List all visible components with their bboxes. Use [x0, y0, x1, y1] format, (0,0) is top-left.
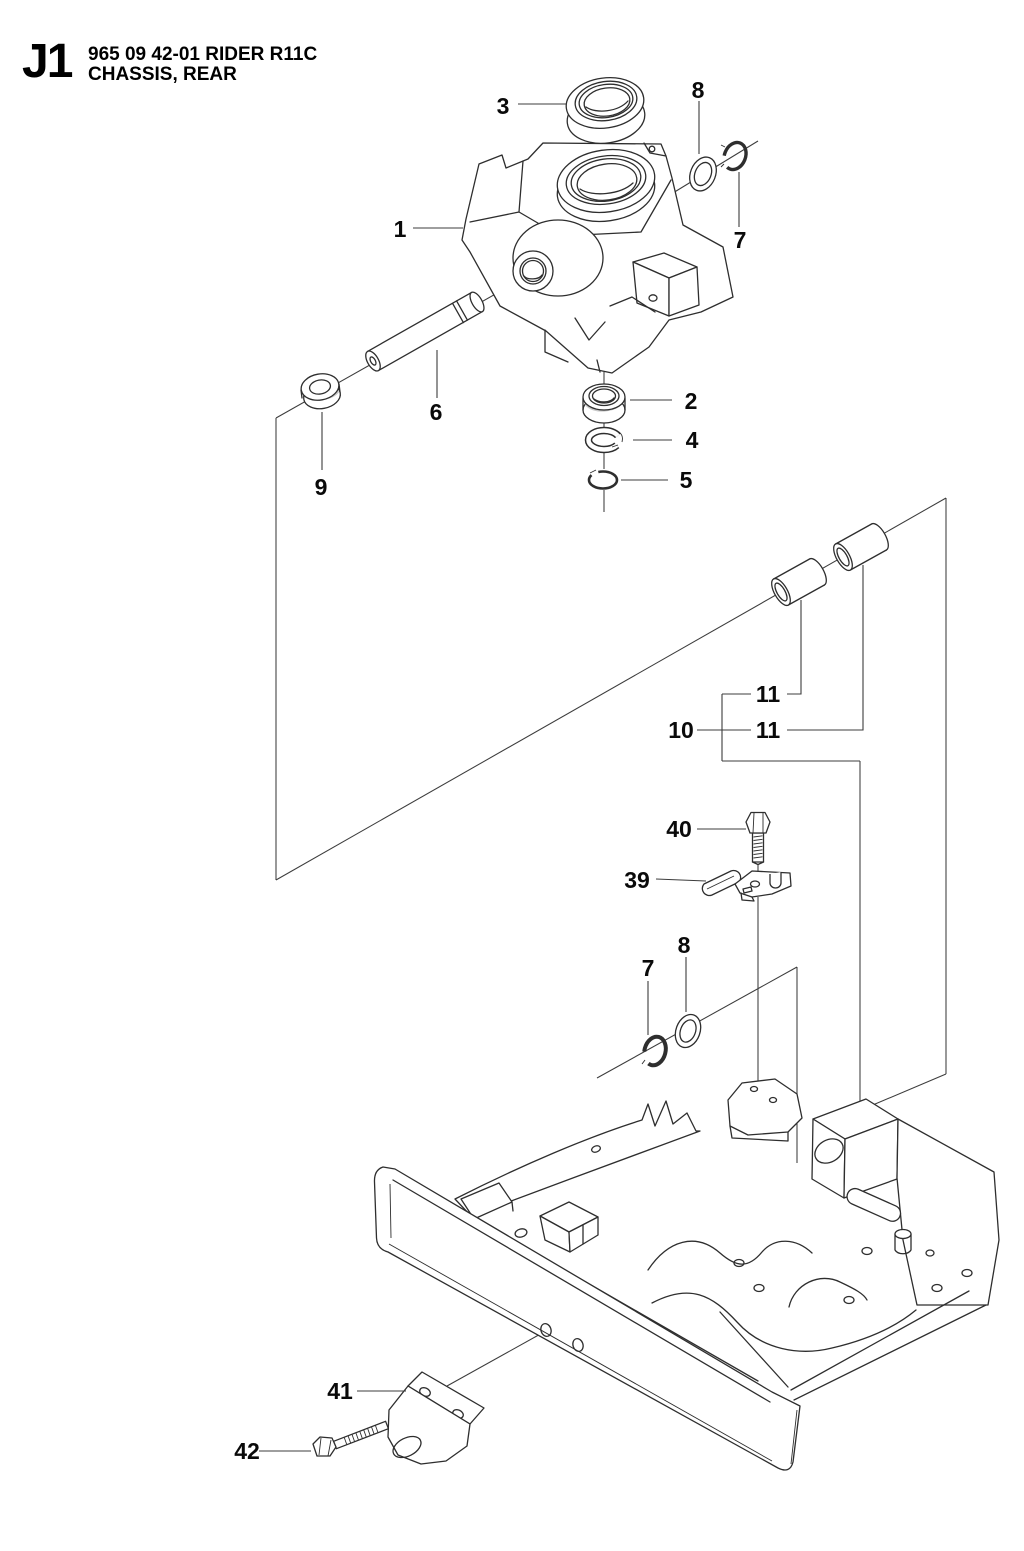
- callout-41: 41: [327, 1378, 353, 1404]
- deck-hole: [514, 1228, 528, 1239]
- part-circlip-7-mid: [641, 1034, 669, 1067]
- part-washer-8-mid: [671, 1011, 705, 1051]
- chassis-right-rail: [791, 1291, 986, 1400]
- callout-8: 8: [691, 77, 705, 103]
- callout-1: 1: [393, 216, 407, 242]
- part-bolt-40: [746, 813, 770, 865]
- callout-39: 39: [624, 867, 650, 893]
- callout-42: 42: [234, 1438, 260, 1464]
- diagram-code: J1: [22, 35, 72, 88]
- part-grommet-9: [299, 371, 342, 412]
- callout-7: 7: [733, 227, 747, 253]
- leader-11-a: [787, 600, 801, 694]
- callout-8: 8: [677, 932, 691, 958]
- part-shaft-6: [363, 290, 487, 373]
- callout-40: 40: [666, 816, 692, 842]
- deck-hole: [862, 1248, 872, 1255]
- part-bracket-41: [388, 1372, 484, 1464]
- leader-39: [656, 879, 706, 881]
- part-lock-washer-4: [589, 431, 623, 450]
- part-snap-ring-5: [589, 470, 617, 489]
- part-bushing-11-a: [768, 556, 830, 609]
- callout-11: 11: [755, 717, 781, 743]
- deck-slot: [844, 1186, 903, 1224]
- part-bearing-2: [583, 384, 625, 423]
- chassis-pivot-boss: [728, 1079, 802, 1135]
- part-clamp-39: [702, 870, 791, 901]
- part-washer-8-top: [685, 153, 721, 195]
- callout-2: 2: [684, 388, 698, 414]
- part-bolt-42: [313, 1421, 388, 1456]
- chassis-rear-plate: [897, 1119, 999, 1305]
- part-bearing-3: [563, 73, 648, 148]
- callout-6: 6: [429, 399, 443, 425]
- part-circlip-7-top: [720, 139, 750, 173]
- callout-7: 7: [641, 955, 655, 981]
- callout-9: 9: [314, 474, 328, 500]
- drawing-number: 965 09 42-01 RIDER R11C: [88, 44, 318, 65]
- callout-4: 4: [685, 427, 699, 453]
- callout-3: 3: [496, 93, 510, 119]
- callout-11: 11: [755, 681, 781, 707]
- part-bushing-11-b: [830, 521, 892, 574]
- chassis-cross-member: [648, 1241, 916, 1351]
- callout-10: 10: [668, 717, 694, 743]
- group-bracket-10: [722, 694, 860, 761]
- callout-5: 5: [679, 467, 693, 493]
- drawing-title: CHASSIS, REAR: [88, 64, 237, 85]
- bracket41-axis: [447, 1332, 544, 1386]
